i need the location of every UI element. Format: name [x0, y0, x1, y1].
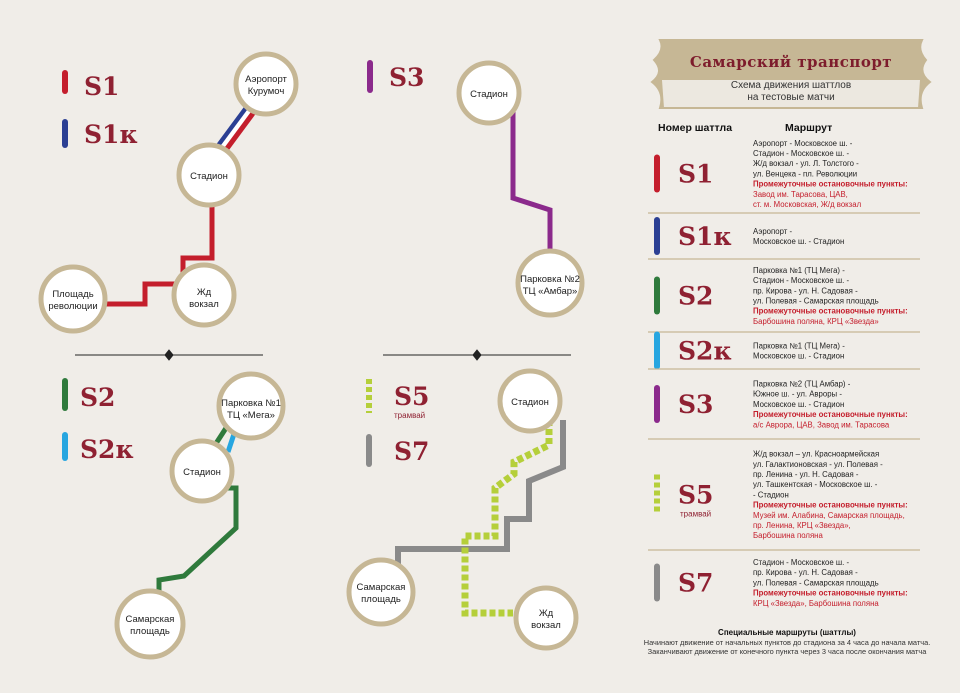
route-stop-line: ст. м. Московская, Ж/д вокзал	[753, 200, 862, 209]
legend-code-s1: S1	[84, 72, 120, 101]
svg-text:Самарская: Самарская	[125, 614, 175, 625]
route-stops-title: Промежуточные остановочные пункты:	[753, 588, 908, 598]
route-text-line: Аэропорт - Московское ш. -	[753, 138, 853, 148]
route-code: S2к	[678, 336, 732, 366]
svg-text:Жд: Жд	[196, 287, 212, 298]
svg-text:ТЦ «Амбар»: ТЦ «Амбар»	[522, 286, 578, 297]
route-text-line: Парковка №1 (ТЦ Мега) -	[753, 341, 845, 351]
footer-title: Специальные маршруты (шаттлы)	[718, 628, 856, 637]
route-text-line: Московское ш. - Стадион	[753, 237, 845, 246]
svg-text:площадь: площадь	[130, 626, 170, 637]
route-text-line: Стадион - Московское ш. -	[753, 149, 850, 158]
route-code: S2	[678, 281, 714, 311]
route-row-s7	[657, 558, 908, 608]
route-stops-title: Промежуточные остановочные пункты:	[753, 410, 908, 420]
legend-code-s7: S7	[394, 437, 430, 466]
panel-s1	[41, 54, 296, 331]
title-banner	[652, 40, 930, 108]
station-stadium-s3	[459, 63, 519, 123]
svg-text:Стадион: Стадион	[470, 89, 508, 100]
route-code: S1	[678, 159, 714, 189]
route-text-line: ул. Полевая - Самарская площадь	[753, 296, 879, 306]
route-line-s3	[513, 112, 550, 255]
route-code: S7	[678, 568, 714, 598]
station-stadium-s2	[172, 441, 232, 501]
svg-text:Самарская: Самарская	[356, 582, 406, 593]
legend-code-s2k: S2к	[80, 435, 134, 464]
route-stops-title: Промежуточные остановочные пункты:	[753, 500, 908, 510]
station-rail-s5	[516, 588, 576, 648]
route-stop-line: пр. Ленина, КРЦ «Звезда»,	[753, 521, 851, 530]
route-stop-line: Барбошина поляна	[753, 531, 823, 541]
route-row-s3	[648, 380, 920, 440]
footer-line-2: Заканчивают движение от конечного пункта через 3 часа после окончания матча	[647, 647, 927, 656]
legend-bar-s2k	[62, 432, 68, 461]
route-table	[648, 139, 920, 608]
route-stop-line: Барбошина поляна, КРЦ «Звезда»	[753, 316, 879, 326]
route-text-line: Стадион - Московское ш. -	[753, 558, 850, 567]
station-airport	[236, 54, 296, 114]
route-text-line: Ж/д вокзал – ул. Красноармейская	[753, 449, 880, 459]
station-stadium-s1	[179, 145, 239, 205]
route-text-line: Стадион - Московское ш. -	[753, 276, 850, 286]
legend-bar-s1	[62, 70, 68, 94]
route-text-line: пр. Ленина - ул. Н. Садовая -	[753, 470, 859, 479]
svg-text:вокзал: вокзал	[531, 620, 561, 631]
panel-s5	[349, 371, 576, 648]
route-code: S1к	[678, 222, 732, 251]
route-row-s1k	[648, 220, 920, 259]
route-stop-line: КРЦ «Звезда», Барбошина поляна	[753, 598, 879, 608]
panel-s3	[367, 60, 582, 315]
route-stop-line: Музей им. Алабина, Самарская площадь,	[753, 510, 905, 520]
route-sub: трамвай	[680, 509, 712, 519]
station-samara-s5	[349, 560, 413, 624]
route-stop-line: Завод им. Тарасова, ЦАВ,	[753, 189, 848, 199]
legend-code-s2: S2	[80, 383, 116, 412]
route-code: S5	[678, 480, 714, 510]
route-text-line: пр. Кирова - ул. Н. Садовая -	[753, 568, 858, 578]
route-text-line: Аэропорт -	[753, 226, 793, 236]
svg-text:Парковка №2: Парковка №2	[520, 274, 580, 285]
banner-subtitle-1: Схема движения шаттлов	[730, 80, 852, 91]
station-square-s1	[41, 267, 105, 331]
svg-text:Жд: Жд	[538, 608, 554, 619]
svg-text:Стадион: Стадион	[511, 397, 549, 408]
route-row-s1	[648, 139, 920, 213]
station-rail-s1	[174, 265, 234, 325]
route-text-line: пр. Кирова - ул. Н. Садовая -	[753, 286, 858, 296]
route-text-line: - Стадион	[753, 490, 789, 500]
route-stops-title: Промежуточные остановочные пункты:	[753, 306, 908, 316]
panel-s2	[62, 374, 283, 657]
route-row-s5	[648, 450, 920, 550]
banner-subtitle-2: на тестовые матчи	[747, 92, 835, 103]
route-text-line: Парковка №2 (ТЦ Амбар) -	[753, 379, 851, 389]
header-route: Маршрут	[785, 122, 833, 134]
route-text-line: Московское ш. - Стадион	[753, 399, 845, 409]
svg-text:Стадион: Стадион	[183, 467, 221, 478]
svg-text:революции: революции	[48, 301, 98, 312]
route-stops-title: Промежуточные остановочные пункты:	[753, 179, 908, 189]
svg-text:Стадион: Стадион	[190, 171, 228, 182]
svg-text:Курумоч: Курумоч	[247, 86, 285, 97]
station-parking2	[518, 251, 582, 315]
svg-text:площадь: площадь	[361, 594, 401, 605]
route-line-s2-b	[159, 488, 236, 592]
route-text-line: ул. Полевая - Самарская площадь	[753, 578, 879, 588]
legend-sub-s5: трамвай	[394, 411, 426, 420]
station-parking1	[219, 374, 283, 438]
legend-code-s1k: S1к	[84, 120, 138, 149]
station-stadium-s5	[500, 371, 560, 431]
route-stop-line: а/с Аврора, ЦАВ, Завод им. Тарасова	[753, 420, 890, 430]
route-code: S3	[678, 390, 714, 419]
route-text-line: Ж/д вокзал - ул. Л. Толстого -	[753, 159, 859, 169]
legend-bar-s7	[366, 434, 372, 467]
legend-bar-s1k	[62, 119, 68, 148]
footer-line-1: Начинают движение от начальных пунктов до стадиона за 4 часа до начала матча.	[643, 638, 931, 647]
svg-text:вокзал: вокзал	[189, 299, 219, 310]
legend-bar-s2	[62, 378, 68, 411]
route-row-s2k	[648, 335, 920, 370]
station-samara-s2	[117, 591, 183, 657]
svg-text:Площадь: Площадь	[52, 289, 94, 300]
legend-code-s5: S5	[394, 382, 430, 411]
route-text-line: ул. Ташкентская - Московское ш. -	[753, 480, 878, 490]
route-text-line: Парковка №1 (ТЦ Мега) -	[753, 265, 845, 275]
dividers	[75, 350, 571, 360]
legend-bar-s3	[367, 60, 373, 93]
header-number: Номер шаттла	[658, 122, 733, 134]
route-text-line: ул. Венцека - пл. Революции	[753, 169, 858, 179]
route-text-line: Московское ш. - Стадион	[753, 351, 845, 361]
svg-text:Аэропорт: Аэропорт	[245, 74, 287, 85]
route-text-line: Южное ш. - ул. Авроры -	[753, 389, 842, 399]
legend-code-s3: S3	[389, 63, 425, 92]
footer	[644, 628, 931, 656]
route-row-s2	[648, 266, 920, 332]
svg-text:ТЦ «Мега»: ТЦ «Мега»	[227, 410, 275, 421]
svg-text:Парковка №1: Парковка №1	[221, 398, 281, 409]
banner-title: Самарский транспорт	[689, 53, 893, 71]
route-text-line: ул. Галактионовская - ул. Полевая -	[753, 459, 883, 469]
